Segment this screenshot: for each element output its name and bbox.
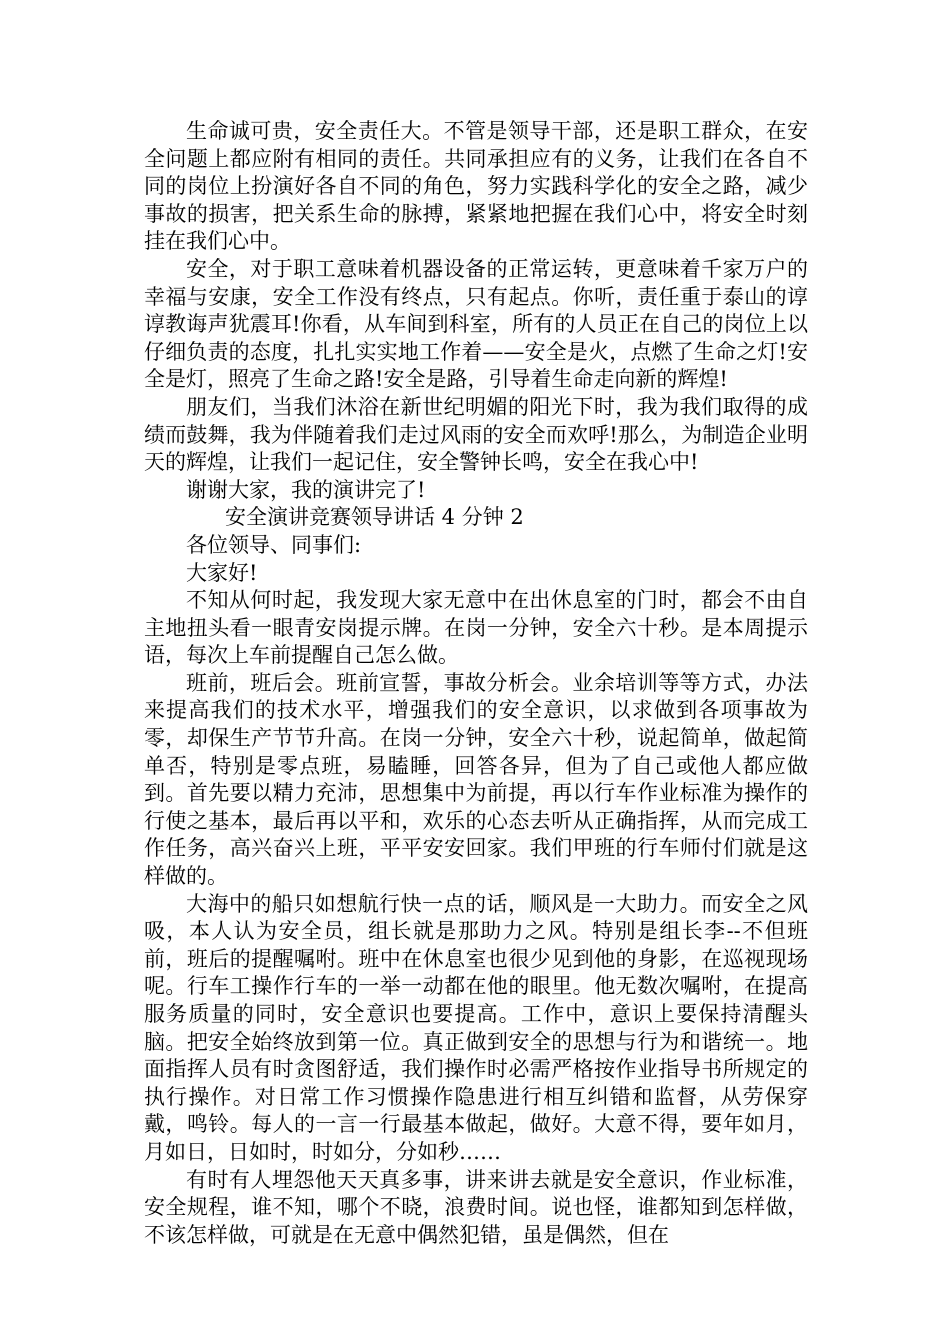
paragraph: 不知从何时起，我发现大家无意中在出休息室的门时，都会不由自主地扭头看一眼青安岗提示牌。在岗一分钟，安全六十秒。是本周提示语，每次上车前提醒自己怎么做。: [144, 588, 808, 668]
hello: 大家好!: [186, 560, 258, 585]
paragraph: 有时有人埋怨他天天真多事，讲来讲去就是安全意识，作业标准，安全规程，谁不知，哪个不晓，浪费时间。说也怪，谁都知到怎样做，不该怎样做，可就是在无意中偶然犯错，虽是偶然，但在: [144, 1167, 808, 1247]
greeting: 各位领导、同事们:: [186, 532, 362, 557]
paragraph: 朋友们，当我们沐浴在新世纪明媚的阳光下时，我为我们取得的成绩而鼓舞，我为伴随着我们走过风雨的安全而欢呼!那么，为制造企业明天的辉煌，让我们一起记住，安全警钟长鸣，安全在我心中!: [144, 394, 808, 475]
section-title: 安全演讲竞赛领导讲话 4 分钟 2: [225, 505, 524, 530]
paragraph: 大海中的船只如想航行快一点的话，顺风是一大助力。而安全之风吸，本人认为安全员，组长就是那助力之风。特别是组长李--不但班前，班后的提醒嘱咐。班中在休息室也很少见到他的身影，在巡视现场呢。行车工操作行车的一举一动都在他的眼里。他无数次嘱咐，在提高服务质量的同时，安全意识也要提高。工作中，意识上要保持清醒头脑。把安全始终放到第一位。真正做到安全的思想与行为和谐统一。地面指挥人员有时贪图舒适，我们操作时必需严格按作业指导书所规定的执行操作。对日常工作习惯操作隐患进行相互纠错和监督，从劳保穿戴，鸣铃。每人的一言一行最基本做起，做好。大意不得，要年如月，月如日，日如时，时如分，分如秒……: [144, 891, 808, 1164]
paragraph: 谢谢大家，我的演讲完了!: [186, 477, 426, 502]
document-body: [144, 118, 808, 1249]
paragraph: 生命诚可贵，安全责任大。不管是领导干部，还是职工群众，在安全问题上都应附有相同的责任。共同承担应有的义务，让我们在各自不同的岗位上扮演好各自不同的角色，努力实践科学化的安全之路，减少事故的损害，把关系生命的脉搏，紧紧地把握在我们心中，将安全时刻挂在我们心中。: [144, 119, 808, 254]
paragraph: 班前，班后会。班前宣誓，事故分析会。业余培训等等方式，办法来提高我们的技术水平，增强我们的安全意识，以求做到各项事故为零，却保生产节节升高。在岗一分钟，安全六十秒，说起简单，做起简单否，特别是零点班，易瞌睡，回答各异，但为了自己或他人都应做到。首先要以精力充沛，思想集中为前提，再以行车作业标准为操作的行使之基本，最后再以平和，欢乐的心态去听从正确指挥，从而完成工作任务，高兴奋兴上班，平平安安回家。我们甲班的行车师付们就是这样做的。: [144, 670, 808, 889]
paragraph: 安全，对于职工意味着机器设备的正常运转，更意味着千家万户的幸福与安康，安全工作没有终点，只有起点。你听，责任重于泰山的谆谆教诲声犹震耳!你看，从车间到科室，所有的人员正在自己的岗位上以仔细负责的态度，扎扎实实地工作着——安全是火，点燃了生命之灯!安全是灯，照亮了生命之路!安全是路，引导着生命走向新的辉煌!: [144, 256, 808, 392]
